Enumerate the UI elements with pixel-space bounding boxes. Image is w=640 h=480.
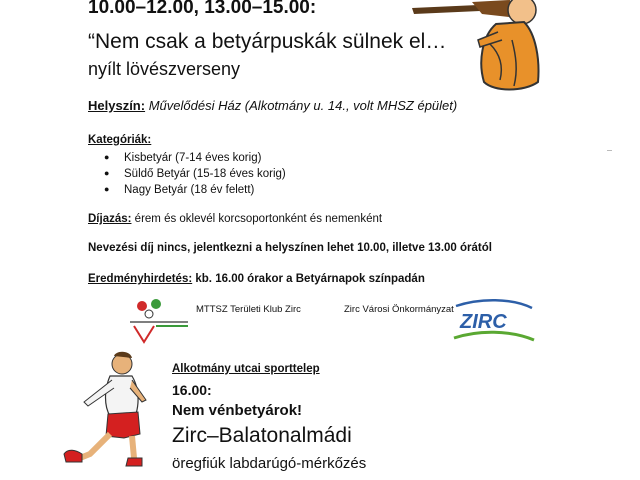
sport-title: Nem vénbetyárok! [172,402,303,419]
logo-dot-outline [145,310,153,318]
match-description: öregfiúk labdarúgó-mérkőzés [172,455,367,472]
zirc-logo-icon [452,298,536,344]
decorative-tick [607,150,612,151]
org1-label: MTTSZ Területi Klub Zirc [196,304,301,315]
bullet-icon: ● [104,168,110,178]
category-item: ● Kisbetyár (7-14 éves korig) [104,152,262,164]
match-teams: Zirc–Balatonalmádi [172,424,352,447]
player-shoe-left [64,450,82,462]
player-leg-right [132,436,134,458]
zirc-logo-text: ZIRC [460,311,507,333]
bullet-icon: ● [104,184,110,194]
venue-line [88,98,457,113]
sport-venue: Alkotmány utcai sporttelep [172,363,320,375]
logo-dot-green [151,299,161,309]
venue-label: Helyszín: [88,98,146,113]
results-value: kb. 16.00 órakor a Betyárnapok színpadán [195,273,425,285]
categories-heading: Kategóriák: [88,134,152,146]
player-shorts [106,412,140,438]
shooter-illustration-icon [412,0,542,95]
football-player-illustration-icon [54,350,154,470]
event-title: “Nem csak a betyárpuskák sülnek el… [88,30,447,53]
zirc-wave [454,332,534,340]
event-subtitle: nyílt lövészverseny [88,59,241,79]
shooter-jacket [481,22,538,90]
sport-time: 16.00: [172,382,212,398]
zirc-arc [456,300,532,308]
awards-label: Díjazás: [88,213,132,225]
org2-label: Zirc Városi Önkormányzat [344,304,454,315]
shooter-head [508,0,536,24]
player-shoe-right [126,458,142,466]
entry-fee-line: Nevezési díj nincs, jelentkezni a helyszínen lehet 10.00, illetve 13.00 órától [88,242,492,254]
category-item: ● Süldő Betyár (15-18 éves korig) [104,168,286,180]
awards-value: érem és oklevél korcsoportonként és nemenként [134,213,383,225]
mttsz-logo-icon [126,296,192,344]
event-time: 10.00–12.00, 13.00–15.00: [88,0,317,18]
venue-value: Művelődési Ház (Alkotmány u. 14., volt MHSZ épület) [148,98,458,113]
results-label: Eredményhirdetés: [88,273,193,285]
awards-line [88,213,382,225]
bullet-icon: ● [104,152,110,162]
logo-v [134,326,154,342]
logo-dot-red [137,301,147,311]
category-item: ● Nagy Betyár (18 év felett) [104,184,255,196]
player-leg-left [80,434,110,458]
results-line [88,273,425,285]
